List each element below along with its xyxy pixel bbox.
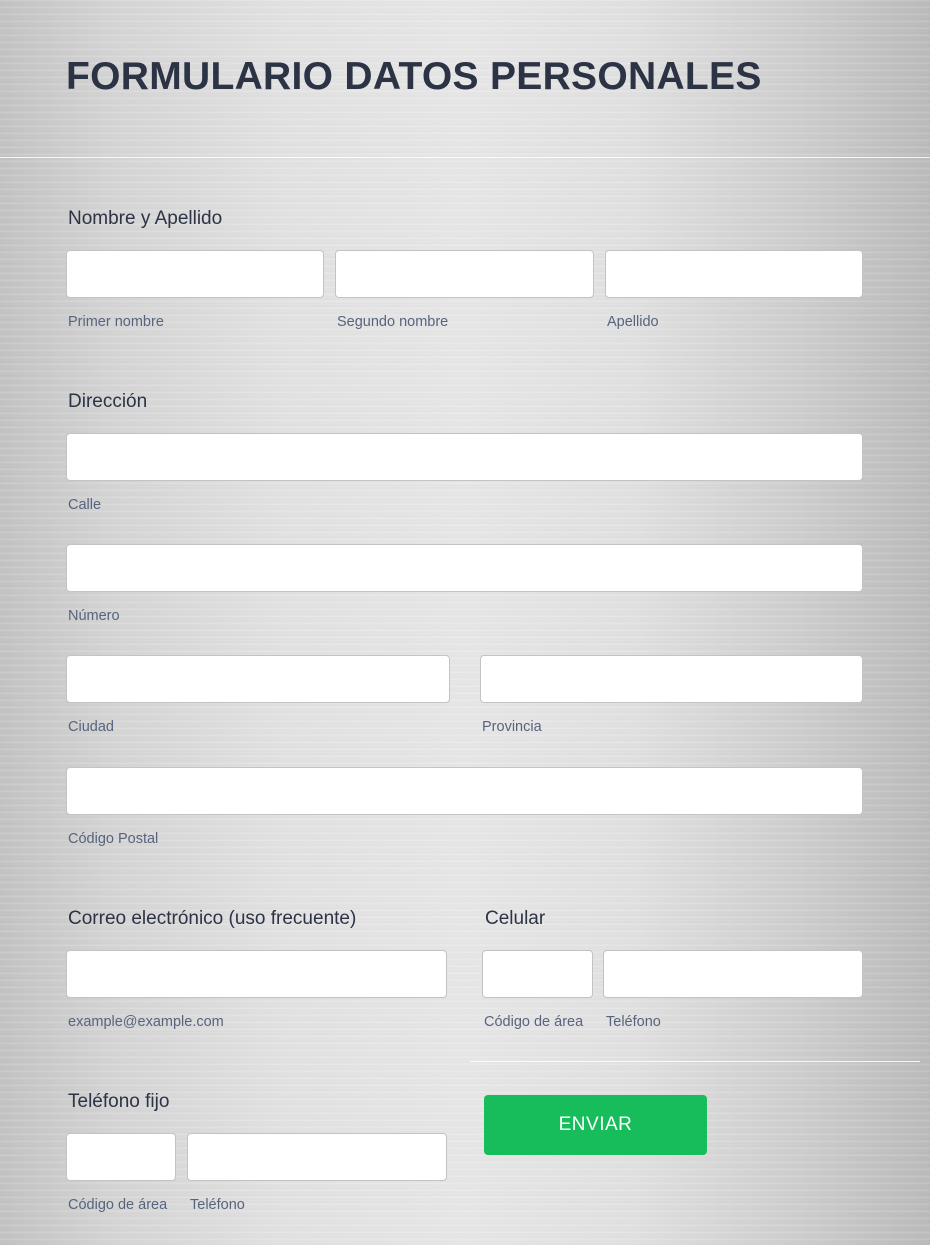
postal-code-input[interactable] bbox=[66, 767, 863, 815]
email-sublabel: example@example.com bbox=[68, 1014, 224, 1030]
middle-name-sublabel: Segundo nombre bbox=[337, 314, 449, 330]
header-divider bbox=[0, 157, 930, 158]
landline-area-code-input[interactable] bbox=[66, 1133, 176, 1181]
address-section-label: Dirección bbox=[68, 391, 148, 412]
name-section-label: Nombre y Apellido bbox=[68, 208, 223, 229]
street-input[interactable] bbox=[66, 433, 863, 481]
landline-section-label: Teléfono fijo bbox=[68, 1091, 170, 1112]
first-name-sublabel: Primer nombre bbox=[68, 314, 164, 330]
province-sublabel: Provincia bbox=[482, 719, 542, 735]
landline-phone-input[interactable] bbox=[187, 1133, 447, 1181]
first-name-input[interactable] bbox=[66, 250, 324, 298]
email-input[interactable] bbox=[66, 950, 447, 998]
landline-phone-sublabel: Teléfono bbox=[190, 1197, 245, 1213]
submit-button[interactable]: ENVIAR bbox=[484, 1095, 707, 1155]
email-section-label: Correo electrónico (uso frecuente) bbox=[68, 908, 357, 929]
mobile-phone-input[interactable] bbox=[603, 950, 863, 998]
last-name-sublabel: Apellido bbox=[607, 314, 659, 330]
city-sublabel: Ciudad bbox=[68, 719, 114, 735]
mobile-area-code-input[interactable] bbox=[482, 950, 593, 998]
last-name-input[interactable] bbox=[605, 250, 863, 298]
city-input[interactable] bbox=[66, 655, 450, 703]
mobile-phone-sublabel: Teléfono bbox=[606, 1014, 661, 1030]
street-sublabel: Calle bbox=[68, 497, 102, 513]
mobile-section-label: Celular bbox=[485, 908, 546, 929]
street-number-input[interactable] bbox=[66, 544, 863, 592]
street-number-sublabel: Número bbox=[68, 608, 120, 624]
province-input[interactable] bbox=[480, 655, 863, 703]
mobile-area-code-sublabel: Código de área bbox=[484, 1014, 584, 1030]
postal-code-sublabel: Código Postal bbox=[68, 831, 159, 847]
landline-area-code-sublabel: Código de área bbox=[68, 1197, 168, 1213]
section-divider bbox=[470, 1061, 920, 1062]
page-title: FORMULARIO DATOS PERSONALES bbox=[66, 55, 762, 98]
middle-name-input[interactable] bbox=[335, 250, 594, 298]
